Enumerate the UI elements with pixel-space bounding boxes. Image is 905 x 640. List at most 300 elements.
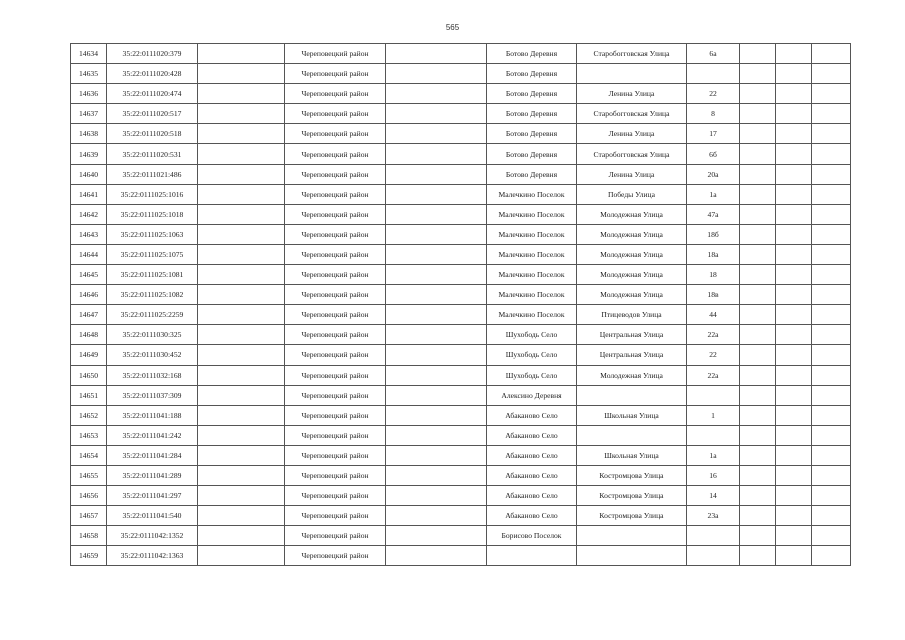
table-row [71, 526, 851, 546]
district-cell: Череповецкий район [285, 224, 386, 244]
locality-cell: Абаканово Село [487, 405, 577, 425]
empty-cell [386, 325, 487, 345]
cadastral-number-cell: 35:22:0111041:289 [107, 465, 198, 485]
cadastral-number-cell: 35:22:0111020:531 [107, 144, 198, 164]
house-number-cell: 18б [687, 224, 740, 244]
street-cell: Молодежная Улица [577, 365, 687, 385]
empty-cell [386, 144, 487, 164]
house-number-cell [687, 385, 740, 405]
table-row [71, 405, 851, 425]
cadastral-number-cell: 35:22:0111042:1363 [107, 546, 198, 566]
empty-cell [776, 325, 812, 345]
empty-cell [812, 64, 851, 84]
house-number-cell [687, 546, 740, 566]
empty-cell [386, 104, 487, 124]
empty-cell [386, 445, 487, 465]
table-row [71, 546, 851, 566]
cadastral-number-cell: 35:22:0111020:518 [107, 124, 198, 144]
empty-cell [198, 204, 285, 224]
house-number-cell: 20а [687, 164, 740, 184]
empty-cell [812, 144, 851, 164]
empty-cell [386, 244, 487, 264]
empty-cell [740, 224, 776, 244]
house-number-cell: 22а [687, 325, 740, 345]
district-cell: Череповецкий район [285, 526, 386, 546]
table-row [71, 385, 851, 405]
empty-cell [776, 164, 812, 184]
locality-cell: Борисово Поселок [487, 526, 577, 546]
row-number-cell: 14647 [71, 305, 107, 325]
district-cell: Череповецкий район [285, 506, 386, 526]
district-cell: Череповецкий район [285, 486, 386, 506]
row-number-cell: 14649 [71, 345, 107, 365]
district-cell: Череповецкий район [285, 405, 386, 425]
row-number-cell: 14648 [71, 325, 107, 345]
street-cell [577, 425, 687, 445]
locality-cell: Ботово Деревня [487, 164, 577, 184]
house-number-cell: 1 [687, 405, 740, 425]
empty-cell [776, 124, 812, 144]
empty-cell [386, 345, 487, 365]
locality-cell: Ботово Деревня [487, 84, 577, 104]
house-number-cell: 1а [687, 445, 740, 465]
district-cell: Череповецкий район [285, 84, 386, 104]
district-cell: Череповецкий район [285, 244, 386, 264]
row-number-cell: 14659 [71, 546, 107, 566]
street-cell: Молодежная Улица [577, 204, 687, 224]
street-cell: Ленина Улица [577, 164, 687, 184]
empty-cell [812, 486, 851, 506]
table-row [71, 184, 851, 204]
empty-cell [812, 265, 851, 285]
cadastral-number-cell: 35:22:0111032:168 [107, 365, 198, 385]
locality-cell: Шухободь Село [487, 325, 577, 345]
street-cell: Ленина Улица [577, 84, 687, 104]
empty-cell [776, 224, 812, 244]
empty-cell [812, 365, 851, 385]
locality-cell: Абаканово Село [487, 445, 577, 465]
empty-cell [812, 546, 851, 566]
empty-cell [776, 546, 812, 566]
district-cell: Череповецкий район [285, 184, 386, 204]
district-cell: Череповецкий район [285, 164, 386, 184]
cadastral-number-cell: 35:22:0111025:1075 [107, 244, 198, 264]
district-cell: Череповецкий район [285, 124, 386, 144]
row-number-cell: 14652 [71, 405, 107, 425]
district-cell: Череповецкий район [285, 44, 386, 64]
empty-cell [812, 224, 851, 244]
house-number-cell: 22 [687, 84, 740, 104]
empty-cell [386, 64, 487, 84]
street-cell: Костромцова Улица [577, 506, 687, 526]
house-number-cell: 18а [687, 244, 740, 264]
locality-cell [487, 546, 577, 566]
district-cell: Череповецкий район [285, 265, 386, 285]
empty-cell [198, 506, 285, 526]
street-cell: Ленина Улица [577, 124, 687, 144]
cadastral-number-cell: 35:22:0111020:428 [107, 64, 198, 84]
house-number-cell: 6а [687, 44, 740, 64]
row-number-cell: 14637 [71, 104, 107, 124]
street-cell [577, 526, 687, 546]
locality-cell: Абаканово Село [487, 506, 577, 526]
empty-cell [386, 84, 487, 104]
cadastral-number-cell: 35:22:0111021:486 [107, 164, 198, 184]
locality-cell: Малечкино Поселок [487, 184, 577, 204]
empty-cell [776, 265, 812, 285]
registry-table-body [71, 44, 851, 566]
empty-cell [740, 465, 776, 485]
empty-cell [776, 204, 812, 224]
table-row [71, 285, 851, 305]
cadastral-number-cell: 35:22:0111020:474 [107, 84, 198, 104]
cadastral-number-cell: 35:22:0111020:517 [107, 104, 198, 124]
table-row [71, 144, 851, 164]
empty-cell [386, 164, 487, 184]
street-cell: Центральная Улица [577, 345, 687, 365]
empty-cell [740, 144, 776, 164]
locality-cell: Малечкино Поселок [487, 285, 577, 305]
empty-cell [198, 526, 285, 546]
street-cell: Костромцова Улица [577, 486, 687, 506]
district-cell: Череповецкий район [285, 64, 386, 84]
row-number-cell: 14639 [71, 144, 107, 164]
locality-cell: Абаканово Село [487, 465, 577, 485]
district-cell: Череповецкий район [285, 144, 386, 164]
row-number-cell: 14643 [71, 224, 107, 244]
locality-cell: Ботово Деревня [487, 144, 577, 164]
cadastral-number-cell: 35:22:0111020:379 [107, 44, 198, 64]
house-number-cell: 44 [687, 305, 740, 325]
house-number-cell: 6б [687, 144, 740, 164]
house-number-cell: 22а [687, 365, 740, 385]
empty-cell [740, 506, 776, 526]
empty-cell [776, 305, 812, 325]
empty-cell [776, 506, 812, 526]
empty-cell [812, 164, 851, 184]
empty-cell [740, 124, 776, 144]
table-row [71, 224, 851, 244]
empty-cell [812, 104, 851, 124]
empty-cell [386, 526, 487, 546]
empty-cell [740, 526, 776, 546]
cadastral-number-cell: 35:22:0111025:1081 [107, 265, 198, 285]
empty-cell [198, 486, 285, 506]
empty-cell [386, 265, 487, 285]
street-cell: Молодежная Улица [577, 285, 687, 305]
empty-cell [386, 385, 487, 405]
house-number-cell: 17 [687, 124, 740, 144]
empty-cell [812, 405, 851, 425]
table-row [71, 345, 851, 365]
empty-cell [776, 44, 812, 64]
empty-cell [740, 285, 776, 305]
empty-cell [776, 184, 812, 204]
empty-cell [740, 546, 776, 566]
empty-cell [776, 385, 812, 405]
district-cell: Череповецкий район [285, 465, 386, 485]
locality-cell: Малечкино Поселок [487, 204, 577, 224]
table-row [71, 425, 851, 445]
empty-cell [386, 546, 487, 566]
empty-cell [776, 104, 812, 124]
empty-cell [776, 64, 812, 84]
street-cell: Старобогговская Улица [577, 104, 687, 124]
empty-cell [386, 486, 487, 506]
row-number-cell: 14655 [71, 465, 107, 485]
house-number-cell: 22 [687, 345, 740, 365]
district-cell: Череповецкий район [285, 445, 386, 465]
table-row [71, 204, 851, 224]
table-row [71, 265, 851, 285]
empty-cell [740, 325, 776, 345]
empty-cell [776, 285, 812, 305]
empty-cell [386, 305, 487, 325]
street-cell: Старобогговская Улица [577, 144, 687, 164]
empty-cell [198, 44, 285, 64]
empty-cell [776, 526, 812, 546]
empty-cell [812, 385, 851, 405]
table-row [71, 365, 851, 385]
cadastral-number-cell: 35:22:0111025:1016 [107, 184, 198, 204]
street-cell: Центральная Улица [577, 325, 687, 345]
empty-cell [740, 84, 776, 104]
house-number-cell: 1а [687, 184, 740, 204]
street-cell: Старобогговская Улица [577, 44, 687, 64]
empty-cell [812, 204, 851, 224]
empty-cell [740, 385, 776, 405]
empty-cell [198, 285, 285, 305]
empty-cell [198, 265, 285, 285]
locality-cell: Ботово Деревня [487, 44, 577, 64]
empty-cell [812, 244, 851, 264]
empty-cell [386, 506, 487, 526]
empty-cell [198, 244, 285, 264]
locality-cell: Малечкино Поселок [487, 265, 577, 285]
row-number-cell: 14653 [71, 425, 107, 445]
house-number-cell: 18 [687, 265, 740, 285]
table-row [71, 64, 851, 84]
empty-cell [740, 204, 776, 224]
empty-cell [386, 204, 487, 224]
empty-cell [740, 244, 776, 264]
empty-cell [198, 305, 285, 325]
empty-cell [198, 445, 285, 465]
locality-cell: Абаканово Село [487, 425, 577, 445]
row-number-cell: 14651 [71, 385, 107, 405]
cadastral-number-cell: 35:22:0111037:309 [107, 385, 198, 405]
empty-cell [740, 44, 776, 64]
empty-cell [198, 164, 285, 184]
empty-cell [812, 124, 851, 144]
table-row [71, 164, 851, 184]
empty-cell [812, 305, 851, 325]
cadastral-number-cell: 35:22:0111025:2259 [107, 305, 198, 325]
empty-cell [812, 506, 851, 526]
district-cell: Череповецкий район [285, 365, 386, 385]
empty-cell [776, 425, 812, 445]
empty-cell [740, 486, 776, 506]
street-cell [577, 385, 687, 405]
empty-cell [740, 345, 776, 365]
empty-cell [386, 285, 487, 305]
empty-cell [198, 64, 285, 84]
row-number-cell: 14636 [71, 84, 107, 104]
cadastral-number-cell: 35:22:0111041:297 [107, 486, 198, 506]
empty-cell [740, 265, 776, 285]
district-cell: Череповецкий район [285, 104, 386, 124]
row-number-cell: 14634 [71, 44, 107, 64]
empty-cell [812, 285, 851, 305]
house-number-cell: 23а [687, 506, 740, 526]
cadastral-number-cell: 35:22:0111025:1082 [107, 285, 198, 305]
empty-cell [776, 465, 812, 485]
table-row [71, 325, 851, 345]
empty-cell [198, 124, 285, 144]
row-number-cell: 14644 [71, 244, 107, 264]
row-number-cell: 14646 [71, 285, 107, 305]
house-number-cell: 18в [687, 285, 740, 305]
empty-cell [198, 465, 285, 485]
street-cell: Школьная Улица [577, 445, 687, 465]
empty-cell [776, 144, 812, 164]
district-cell: Череповецкий район [285, 546, 386, 566]
empty-cell [776, 445, 812, 465]
empty-cell [740, 365, 776, 385]
empty-cell [386, 405, 487, 425]
empty-cell [812, 465, 851, 485]
cadastral-number-cell: 35:22:0111041:284 [107, 445, 198, 465]
empty-cell [740, 104, 776, 124]
locality-cell: Ботово Деревня [487, 64, 577, 84]
row-number-cell: 14650 [71, 365, 107, 385]
row-number-cell: 14656 [71, 486, 107, 506]
empty-cell [198, 365, 285, 385]
locality-cell: Малечкино Поселок [487, 224, 577, 244]
street-cell: Молодежная Улица [577, 265, 687, 285]
row-number-cell: 14654 [71, 445, 107, 465]
house-number-cell: 16 [687, 465, 740, 485]
district-cell: Череповецкий район [285, 345, 386, 365]
street-cell: Костромцова Улица [577, 465, 687, 485]
empty-cell [386, 465, 487, 485]
street-cell: Молодежная Улица [577, 244, 687, 264]
row-number-cell: 14645 [71, 265, 107, 285]
empty-cell [198, 144, 285, 164]
house-number-cell: 47а [687, 204, 740, 224]
empty-cell [740, 425, 776, 445]
empty-cell [776, 486, 812, 506]
cadastral-number-cell: 35:22:0111042:1352 [107, 526, 198, 546]
empty-cell [386, 124, 487, 144]
locality-cell: Шухободь Село [487, 345, 577, 365]
district-cell: Череповецкий район [285, 385, 386, 405]
empty-cell [198, 546, 285, 566]
empty-cell [812, 526, 851, 546]
empty-cell [776, 84, 812, 104]
empty-cell [740, 445, 776, 465]
empty-cell [776, 345, 812, 365]
row-number-cell: 14638 [71, 124, 107, 144]
empty-cell [386, 365, 487, 385]
district-cell: Череповецкий район [285, 204, 386, 224]
locality-cell: Малечкино Поселок [487, 244, 577, 264]
empty-cell [198, 224, 285, 244]
cadastral-number-cell: 35:22:0111025:1063 [107, 224, 198, 244]
empty-cell [198, 84, 285, 104]
locality-cell: Шухободь Село [487, 365, 577, 385]
empty-cell [198, 425, 285, 445]
empty-cell [198, 385, 285, 405]
registry-table [70, 43, 851, 566]
table-row [71, 44, 851, 64]
street-cell [577, 64, 687, 84]
empty-cell [740, 184, 776, 204]
locality-cell: Ботово Деревня [487, 124, 577, 144]
empty-cell [740, 164, 776, 184]
house-number-cell [687, 64, 740, 84]
table-row [71, 305, 851, 325]
table-row [71, 506, 851, 526]
house-number-cell: 8 [687, 104, 740, 124]
empty-cell [740, 305, 776, 325]
table-row [71, 244, 851, 264]
empty-cell [198, 405, 285, 425]
district-cell: Череповецкий район [285, 325, 386, 345]
empty-cell [776, 244, 812, 264]
house-number-cell: 14 [687, 486, 740, 506]
table-row [71, 84, 851, 104]
cadastral-number-cell: 35:22:0111041:242 [107, 425, 198, 445]
empty-cell [812, 84, 851, 104]
empty-cell [386, 425, 487, 445]
table-row [71, 486, 851, 506]
street-cell: Школьная Улица [577, 405, 687, 425]
row-number-cell: 14635 [71, 64, 107, 84]
empty-cell [740, 405, 776, 425]
empty-cell [386, 224, 487, 244]
cadastral-number-cell: 35:22:0111030:452 [107, 345, 198, 365]
district-cell: Череповецкий район [285, 285, 386, 305]
street-cell [577, 546, 687, 566]
empty-cell [740, 64, 776, 84]
empty-cell [198, 104, 285, 124]
house-number-cell [687, 526, 740, 546]
street-cell: Птицеводов Улица [577, 305, 687, 325]
locality-cell: Абаканово Село [487, 486, 577, 506]
row-number-cell: 14658 [71, 526, 107, 546]
district-cell: Череповецкий район [285, 305, 386, 325]
empty-cell [386, 44, 487, 64]
cadastral-number-cell: 35:22:0111041:188 [107, 405, 198, 425]
street-cell: Молодежная Улица [577, 224, 687, 244]
house-number-cell [687, 425, 740, 445]
locality-cell: Малечкино Поселок [487, 305, 577, 325]
empty-cell [198, 345, 285, 365]
district-cell: Череповецкий район [285, 425, 386, 445]
cadastral-number-cell: 35:22:0111041:540 [107, 506, 198, 526]
row-number-cell: 14640 [71, 164, 107, 184]
empty-cell [776, 405, 812, 425]
cadastral-number-cell: 35:22:0111025:1018 [107, 204, 198, 224]
locality-cell: Ботово Деревня [487, 104, 577, 124]
empty-cell [198, 325, 285, 345]
empty-cell [812, 445, 851, 465]
table-row [71, 445, 851, 465]
row-number-cell: 14641 [71, 184, 107, 204]
empty-cell [776, 365, 812, 385]
row-number-cell: 14657 [71, 506, 107, 526]
